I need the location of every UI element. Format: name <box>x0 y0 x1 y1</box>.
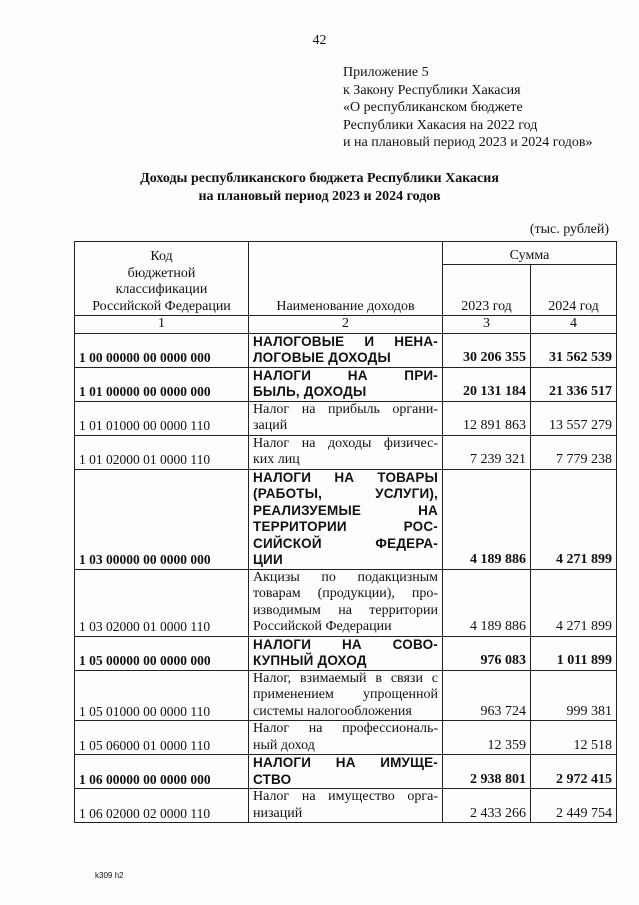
row-name-line: НАЛОГОВЫЕ И НЕНА- <box>253 333 438 349</box>
table-row <box>75 755 617 789</box>
row-name-line: Налог, взимаемый в связи с <box>253 670 438 686</box>
row-value-2023: 4 189 886 <box>443 469 531 569</box>
row-code: 1 01 02000 01 0000 110 <box>75 435 249 469</box>
row-value-2023: 20 131 184 <box>443 367 531 401</box>
row-value-2024: 4 271 899 <box>531 469 617 569</box>
row-name <box>249 469 443 569</box>
column-number: 3 <box>443 316 531 334</box>
row-code: 1 01 00000 00 0000 000 <box>75 367 249 401</box>
column-number: 1 <box>75 316 249 334</box>
row-name-line: Акцизы по подакцизным <box>253 569 438 585</box>
table-row <box>75 670 617 721</box>
header-code-line: Код <box>150 249 173 264</box>
row-code: 1 01 01000 00 0000 110 <box>75 401 249 435</box>
row-name-line: НАЛОГИ НА ПРИ- <box>253 367 438 383</box>
row-code: 1 05 00000 00 0000 000 <box>75 636 249 670</box>
row-code: 1 03 02000 01 0000 110 <box>75 569 249 636</box>
header-sum: Сумма <box>443 242 617 265</box>
row-value-2024: 7 779 238 <box>531 435 617 469</box>
row-code: 1 06 00000 00 0000 000 <box>75 755 249 789</box>
row-name <box>249 636 443 670</box>
appendix-line: «О республиканском бюджете <box>343 100 523 115</box>
appendix-line: Республики Хакасия на 2022 год <box>343 117 538 133</box>
row-name-line: СТВО <box>253 771 292 787</box>
table-row <box>75 401 617 435</box>
row-value-2024: 4 271 899 <box>531 569 617 636</box>
header-code-line: классификации <box>115 282 208 297</box>
row-name-line: изводимым на территории <box>253 602 438 618</box>
appendix-note <box>343 64 593 152</box>
row-value-2023: 2 938 801 <box>443 755 531 789</box>
title-line: Доходы республиканского бюджета Республики Хакасия <box>140 171 499 186</box>
table-row <box>75 435 617 469</box>
row-value-2023: 7 239 321 <box>443 435 531 469</box>
table-row <box>75 333 617 367</box>
row-code: 1 05 06000 01 0000 110 <box>75 721 249 755</box>
row-name-line: КУПНЫЙ ДОХОД <box>253 653 367 668</box>
row-value-2023: 30 206 355 <box>443 333 531 367</box>
row-value-2023: 2 433 266 <box>443 789 531 823</box>
row-name-line: ТЕРРИТОРИИ РОС- <box>253 519 438 534</box>
row-name-line: Налог на прибыль органи- <box>253 401 438 417</box>
row-name-line: Налог на имущество орга- <box>253 789 438 804</box>
row-name-line: ный доход <box>253 737 315 753</box>
row-value-2024: 1 011 899 <box>531 636 617 670</box>
row-code: 1 03 00000 00 0000 000 <box>75 469 249 569</box>
row-name-line: Налог на доходы физичес- <box>253 435 438 451</box>
row-name-line: НАЛОГИ НА ТОВАРЫ <box>253 469 438 485</box>
row-value-2024: 21 336 517 <box>531 367 617 401</box>
row-value-2024: 13 557 279 <box>531 401 617 435</box>
table-row <box>75 469 617 569</box>
row-name-line: Российской Федерации <box>253 619 392 634</box>
column-number: 2 <box>249 316 443 334</box>
row-value-2024: 12 518 <box>531 721 617 755</box>
row-name-line: СИЙСКОЙ ФЕДЕРА- <box>253 535 438 551</box>
row-name <box>249 401 443 435</box>
row-name <box>249 789 443 823</box>
row-name-line: НАЛОГИ НА ИМУЩЕ- <box>253 755 438 770</box>
footer-code: k309 h2 <box>95 871 124 880</box>
units-label: (тыс. рублей) <box>529 222 609 237</box>
header-code-line: бюджетной <box>127 265 196 281</box>
appendix-line: к Закону Республики Хакасия <box>343 82 521 98</box>
row-name-line: РЕАЛИЗУЕМЫЕ НА <box>253 502 438 518</box>
table-row <box>75 569 617 636</box>
row-name-line: БЫЛЬ, ДОХОДЫ <box>253 384 367 399</box>
row-name-line: (РАБОТЫ, УСЛУГИ), <box>253 486 438 501</box>
appendix-line: Приложение 5 <box>343 65 429 80</box>
row-name-line: НАЛОГИ НА СОВО- <box>253 636 438 652</box>
column-number: 4 <box>531 316 617 334</box>
row-name-line: Налог на профессиональ- <box>253 721 438 736</box>
appendix-line: и на плановый период 2023 и 2024 годов» <box>343 135 593 150</box>
table-row <box>75 636 617 670</box>
document-title <box>0 170 639 205</box>
page-number: 42 <box>312 33 327 48</box>
table-row <box>75 367 617 401</box>
row-value-2023: 12 359 <box>443 721 531 755</box>
row-name <box>249 670 443 721</box>
table-row <box>75 721 617 755</box>
row-name <box>249 569 443 636</box>
revenue-table <box>74 241 617 823</box>
row-code: 1 06 02000 02 0000 110 <box>75 789 249 823</box>
row-value-2023: 963 724 <box>443 670 531 721</box>
row-value-2023: 976 083 <box>443 636 531 670</box>
row-value-2023: 12 891 863 <box>443 401 531 435</box>
row-code: 1 05 01000 00 0000 110 <box>75 670 249 721</box>
row-name <box>249 367 443 401</box>
row-value-2024: 2 449 754 <box>531 789 617 823</box>
row-name-line: товарам (продукции), про- <box>253 586 438 601</box>
table-row <box>75 789 617 823</box>
header-year-2023: 2023 год <box>443 265 531 316</box>
header-year-2024: 2024 год <box>531 265 617 316</box>
row-value-2024: 31 562 539 <box>531 333 617 367</box>
row-name-line: применением упрощенной <box>253 687 438 702</box>
header-code-line: Российской Федерации <box>92 298 231 314</box>
title-line: на плановый период 2023 и 2024 годов <box>198 188 441 204</box>
row-name-line: низаций <box>253 805 303 821</box>
row-value-2024: 2 972 415 <box>531 755 617 789</box>
row-name-line: системы налогообложения <box>253 703 412 719</box>
row-name <box>249 755 443 789</box>
row-code: 1 00 00000 00 0000 000 <box>75 333 249 367</box>
row-name <box>249 721 443 755</box>
header-code <box>75 242 249 316</box>
row-name-line: ЦИИ <box>253 552 283 567</box>
row-name-line: ЛОГОВЫЕ ДОХОДЫ <box>253 350 391 365</box>
row-name <box>249 333 443 367</box>
row-name-line: заций <box>253 418 288 433</box>
row-name-line: ких лиц <box>253 452 300 467</box>
row-value-2023: 4 189 886 <box>443 569 531 636</box>
header-name: Наименование доходов <box>249 242 443 316</box>
row-value-2024: 999 381 <box>531 670 617 721</box>
table-body <box>75 333 617 823</box>
row-name <box>249 435 443 469</box>
